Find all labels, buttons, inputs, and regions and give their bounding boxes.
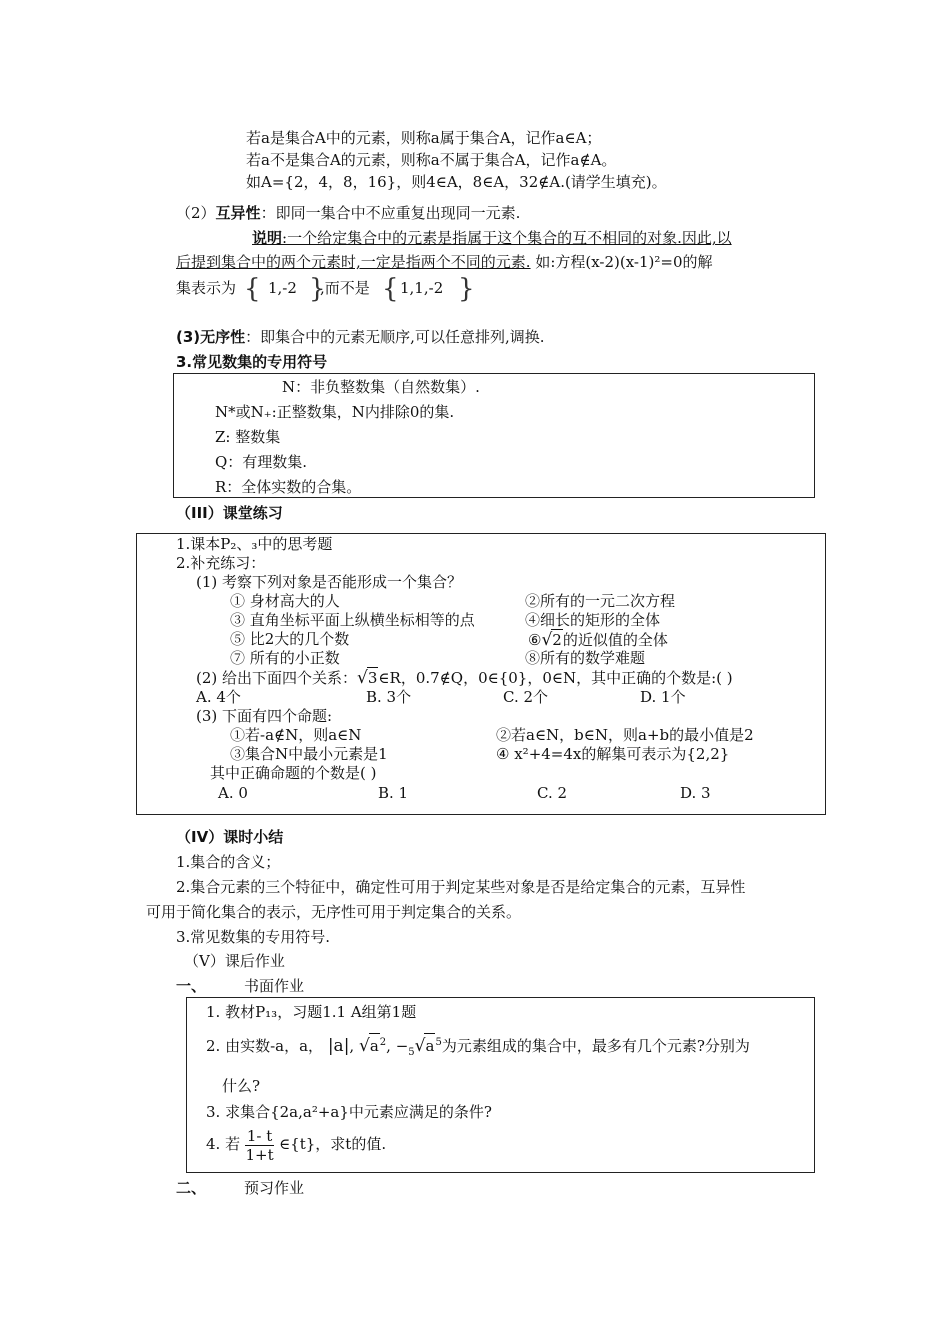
- practice-p2: (2) 给出下面四个关系：√3∈R，0.7∉Q，0∈{0}，0∈N，其中正确的个数是:( ): [196, 668, 733, 688]
- p1-item-1: ① 身材高大的人: [230, 592, 340, 610]
- practice-p3: (3) 下面有四个命题:: [196, 707, 333, 725]
- p1-item-4: ④细长的矩形的全体: [525, 611, 661, 629]
- distinctness-heading: （2）互异性：即同一集合中不应重复出现同一元素.: [176, 204, 521, 222]
- numset-z: Z: 整数集: [215, 428, 281, 446]
- set-b-elements: 1,1,-2: [400, 279, 444, 297]
- homework-2: 2. 由实数-a，a， |a|, $√a^2$, $-_5√a^5$为元素组成的集合中，最多有几个元素?分别为: [206, 1031, 750, 1065]
- abs-a: |a|: [327, 1036, 350, 1056]
- left-brace: {: [244, 274, 261, 304]
- root-symbol: √: [414, 1036, 426, 1056]
- distinctness-note: 说明:一个给定集合中的元素是指属于这个集合的互不相同的对象.因此,以: [252, 229, 732, 247]
- homework-preview-label: 预习作业: [244, 1179, 305, 1197]
- right-brace: }: [309, 274, 326, 304]
- fraction: $\frac{1- t}{1+t}$: [245, 1126, 274, 1164]
- summary-line-4: 3.常见数集的专用符号.: [176, 928, 331, 946]
- practice-p1: (1) 考察下列对象是否能形成一个集合？: [196, 573, 463, 591]
- number-sets-title: 3.常见数集的专用符号: [176, 353, 328, 371]
- summary-line-3: 可用于简化集合的表示，无序性可用于判定集合的关系。: [146, 903, 522, 921]
- p3-option-a: A. 0: [218, 784, 248, 802]
- p3-item-3: ③集合N中最小元素是1: [230, 745, 388, 763]
- sqrt-symbol: √: [357, 668, 368, 688]
- p1-item-6: ⑥√2的近似值的全体: [528, 630, 668, 650]
- summary-line-2: 2.集合元素的三个特征中，确定性可用于判定某些对象是否是给定集合的元素，互异性: [176, 878, 746, 896]
- numset-r: R：全体实数的合集。: [215, 478, 362, 496]
- right-brace: }: [458, 274, 475, 304]
- summary-line-1: 1.集合的含义；: [176, 853, 281, 871]
- practice-q1: 1.课本P₂、₃中的思考题: [176, 535, 333, 553]
- p1-item-8: ⑧所有的数学难题: [525, 649, 646, 667]
- p1-item-2: ②所有的一元二次方程: [525, 592, 676, 610]
- sqrt-symbol: √: [358, 1036, 370, 1056]
- membership-example: 如A={2，4，8，16}，则4∈A，8∈A，32∉A.(请学生填充)。: [246, 173, 667, 191]
- p3-option-d: D. 3: [680, 784, 711, 802]
- homework-written-label: 书面作业: [244, 977, 305, 995]
- p3-item-4: ④ x²+4=4x的解集可表示为{2,2}: [496, 745, 730, 763]
- membership-line-2: 若a不是集合A的元素，则称a不属于集合A，记作a∉A。: [246, 151, 617, 169]
- p1-item-5: ⑤ 比2大的几个数: [230, 630, 350, 648]
- p3-question: 其中正确命题的个数是( ): [210, 764, 377, 782]
- set-mid-text: ,而不是: [320, 279, 370, 297]
- homework-2-tail: 什么?: [222, 1077, 261, 1095]
- left-brace: {: [382, 274, 399, 304]
- p2-option-c: C. 2个: [503, 688, 549, 706]
- numset-q: Q：有理数集.: [215, 453, 308, 471]
- membership-line-1: 若a是集合A中的元素，则称a属于集合A，记作a∈A；: [246, 129, 602, 147]
- p3-item-2: ②若a∈N，b∈N，则a+b的最小值是2: [496, 726, 754, 744]
- homework-written-num: 一、: [176, 977, 207, 995]
- homework-3: 3. 求集合{2a,a²+a}中元素应满足的条件?: [206, 1103, 492, 1121]
- set-intro: 集表示为: [176, 279, 237, 297]
- p2-option-a: A. 4个: [196, 688, 241, 706]
- practice-q2: 2.补充练习：: [176, 554, 266, 572]
- set-a-elements: 1,-2: [268, 279, 297, 297]
- sqrt-symbol: √: [541, 630, 553, 650]
- numset-n: N：非负整数集（自然数集）.: [282, 378, 480, 396]
- distinctness-note-cont: 后提到集合中的两个元素时,一定是指两个不同的元素. 如:方程(x-2)(x-1)²=0的解: [176, 253, 713, 271]
- p3-item-1: ①若-a∉N，则a∈N: [230, 726, 362, 744]
- summary-title: （IV）课时小结: [176, 828, 284, 846]
- p3-option-c: C. 2: [537, 784, 568, 802]
- homework-4: 4. 若 $\frac{1- t}{1+t}$ ∈{t}，求t的值.: [206, 1126, 387, 1164]
- homework-preview-num: 二、: [176, 1179, 207, 1197]
- p1-item-3: ③ 直角坐标平面上纵横坐标相等的点: [230, 611, 475, 629]
- homework-title: （V）课后作业: [184, 952, 285, 970]
- unordered-heading: (3)无序性：即集合中的元素无顺序,可以任意排列,调换.: [176, 328, 545, 346]
- p2-option-d: D. 1个: [640, 688, 686, 706]
- p2-option-b: B. 3个: [366, 688, 412, 706]
- p1-item-7: ⑦ 所有的小正数: [230, 649, 340, 667]
- p3-option-b: B. 1: [378, 784, 409, 802]
- homework-1: 1. 教材P₁₃，习题1.1 A组第1题: [206, 1003, 417, 1021]
- practice-title: （III）课堂练习: [176, 504, 283, 522]
- numset-n-star: N*或N₊:正整数集，N内排除0的集.: [215, 403, 455, 421]
